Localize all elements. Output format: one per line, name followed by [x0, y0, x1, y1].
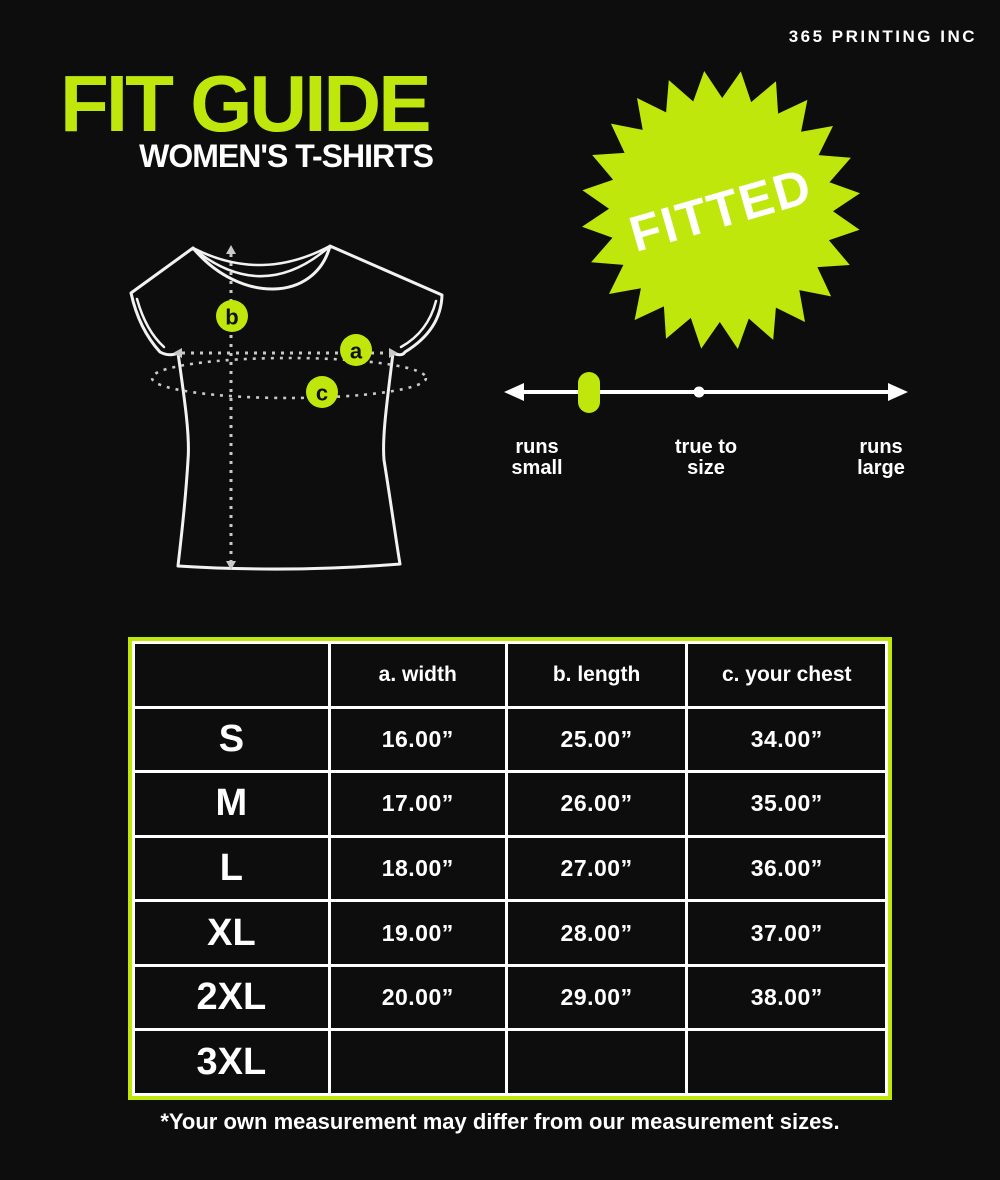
- tshirt-outline: [131, 246, 442, 569]
- scale-label-runs-small: [457, 437, 617, 479]
- right-sleeve-hem-line: [401, 301, 436, 347]
- chest-value: 38.00”: [687, 965, 887, 1030]
- width-value: 18.00”: [329, 836, 506, 901]
- marker-c-label: c: [315, 380, 329, 406]
- fitted-badge-label: FITTED: [623, 157, 819, 263]
- true-to-size-dot: [694, 387, 705, 398]
- table-row: [134, 1030, 887, 1095]
- diagram-markers: [216, 300, 372, 408]
- size-label: S: [134, 707, 330, 772]
- width-value: 16.00”: [329, 707, 506, 772]
- scale-label-line: large: [857, 457, 905, 479]
- size-label: M: [134, 772, 330, 837]
- scale-label-line: runs: [859, 436, 903, 458]
- page-title: FIT GUIDE: [60, 59, 429, 148]
- fitted-badge: [576, 65, 866, 355]
- col-header-chest: c. your chest: [687, 643, 887, 708]
- arrow-up: [226, 245, 236, 254]
- scale-label-runs-large: [801, 437, 961, 479]
- table-row: [134, 965, 887, 1030]
- size-label: L: [134, 836, 330, 901]
- width-value: 19.00”: [329, 901, 506, 966]
- scale-label-line: small: [511, 457, 563, 479]
- table-row: [134, 772, 887, 837]
- chest-value: [687, 1030, 887, 1095]
- scale-arrow-left: [504, 383, 524, 401]
- chest-value: 36.00”: [687, 836, 887, 901]
- length-value: 29.00”: [506, 965, 687, 1030]
- scale-label-line: true to: [674, 436, 738, 458]
- table-row: [134, 707, 887, 772]
- size-chart: [128, 637, 892, 1100]
- size-label: 3XL: [134, 1030, 330, 1095]
- scale-label-true-to-size: [626, 437, 786, 479]
- length-value: 25.00”: [506, 707, 687, 772]
- fit-marker: [578, 372, 600, 413]
- chest-value: 34.00”: [687, 707, 887, 772]
- length-value: 28.00”: [506, 901, 687, 966]
- table-row: [134, 901, 887, 966]
- chest-value: 35.00”: [687, 772, 887, 837]
- brand-name: 365 PRINTING INC: [788, 27, 977, 46]
- marker-b-label: b: [225, 304, 239, 330]
- width-value: [329, 1030, 506, 1095]
- width-value: 17.00”: [329, 772, 506, 837]
- marker-a-label: a: [349, 338, 363, 364]
- length-value: [506, 1030, 687, 1095]
- size-chart-table: [132, 641, 888, 1096]
- measurement-lines: [152, 254, 426, 561]
- scale-label-line: runs: [515, 436, 559, 458]
- scale-arrow-right: [888, 383, 908, 401]
- scale-label-line: size: [687, 457, 725, 479]
- width-value: 20.00”: [329, 965, 506, 1030]
- table-row: [134, 836, 887, 901]
- fit-scale: [502, 368, 910, 420]
- length-value: 26.00”: [506, 772, 687, 837]
- measurement-arrowheads: [173, 245, 398, 570]
- col-header-size: [134, 643, 330, 708]
- size-chart-header-row: [134, 643, 887, 708]
- chest-value: 37.00”: [687, 901, 887, 966]
- page-subtitle: WOMEN'S T-SHIRTS: [139, 138, 433, 174]
- tshirt-diagram: [120, 232, 460, 582]
- footnote: *Your own measurement may differ from our measurement sizes.: [160, 1109, 840, 1134]
- length-value: 27.00”: [506, 836, 687, 901]
- size-label: XL: [134, 901, 330, 966]
- size-label: 2XL: [134, 965, 330, 1030]
- col-header-length: b. length: [506, 643, 687, 708]
- collar-line-mid: [194, 247, 329, 276]
- col-header-width: a. width: [329, 643, 506, 708]
- chest-measure-ellipse: [152, 358, 426, 398]
